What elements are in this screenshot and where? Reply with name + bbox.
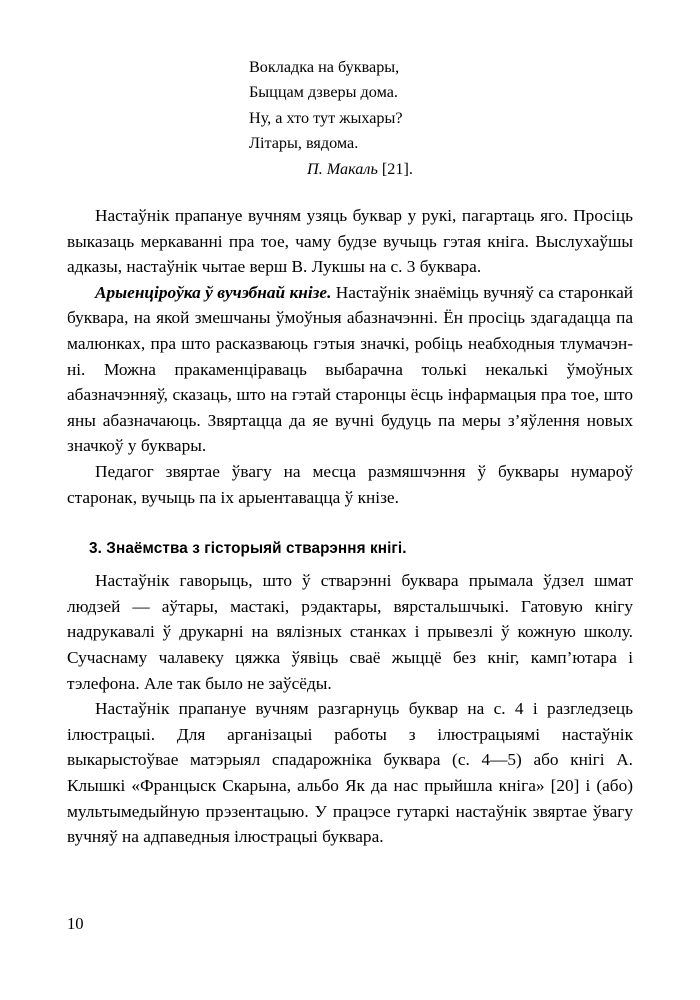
epigraph-reference: [21]. <box>377 159 413 178</box>
epigraph-line: Ну, а хто тут жыхары? <box>249 108 403 127</box>
section-heading-3: 3. Знаёмства з гісторыяй стварэння кнігі. <box>89 540 407 558</box>
epigraph-author: П. Макаль <box>307 159 378 178</box>
paragraph-page-numbers: Педагог звяртае ўвагу на месца размяшчэння ў буквары нумароў старонак, вучыць па іх арыентавацца ў кнізе. <box>67 461 633 507</box>
page-content <box>67 0 633 850</box>
paragraph-illustrations: Настаўнік прапануе вучням разгарнуць буквар на с. 4 і разгледзець ілюстрацыі. Для арганізацыі работы з ілюстрацыямі настаўнік выкарыстоўвае матэрыял спадарожніка буквара (с. 4—5) або кнігі А. Клышкі «Францыск Скарына, альбо Як да нас прыйшла кніга» [20] і (або) мультымедыйную прэзентацыю. У працэсе гутаркі настаўнік звяртае ўвагу вучняў на адпаведныя ілюстрацыі буквара. <box>67 699 633 847</box>
epigraph-line: Літары, вядома. <box>249 134 359 153</box>
paragraph-book-creation: Настаўнік гаворыць, што ў стварэнні буквара прымала ўдзел шмат людзей — аўтары, мастакі, рэдактары, вярстальшчыкі. Гатовую кнігу надрукавалі ў друкарні на вялізных станках і прывезлі ў кожную школу. Сучаснаму чалавеку цяжка ўявіць сваё жыццё без кніг, камп’ютара і тэлефона. Але так было не заўсёды. <box>67 571 633 693</box>
epigraph-block <box>67 0 633 182</box>
epigraph-line: Вокладка на буквары, <box>249 58 400 76</box>
run-in-heading-orientation: Арыенціроўка ў вучэбнай кнізе. <box>95 282 332 302</box>
paragraph-teacher-offers-primer: Настаўнік прапануе вучням узяць буквар у рукі, пагартаць яго. Просіць выказаць меркаванні пра тое, чаму будзе вучыць гэтая кніга. Выслухаўшы адказы, настаўнік чытае верш В. Лукшы на с. 3 буквара. <box>67 206 633 277</box>
paragraph-orientation-text: Настаўнік знаёміць вучняў са старонкай буквара, на якой змешчаны ўмоўныя абазначэнні. Ён просіць здагадацца па малюнках, пра што расказваюць гэтыя значкі, робіць неабходныя тлумачэнні. Можна пракаменціраваць выбарачна толькі некалькі ўмоўных абазначэнняў, сказаць, што на гэтай старонцы ёсць інфармацыя пра тое, што яны абазначаюць. Звяртацца да яе вучні будуць па меры з’яўлення новых значкоў у буквары. <box>67 282 633 456</box>
paragraph-orientation <box>67 280 633 459</box>
page-number: 10 <box>67 914 84 933</box>
epigraph-line: Быццам дзверы дома. <box>249 83 398 102</box>
epigraph-attribution <box>249 157 633 182</box>
